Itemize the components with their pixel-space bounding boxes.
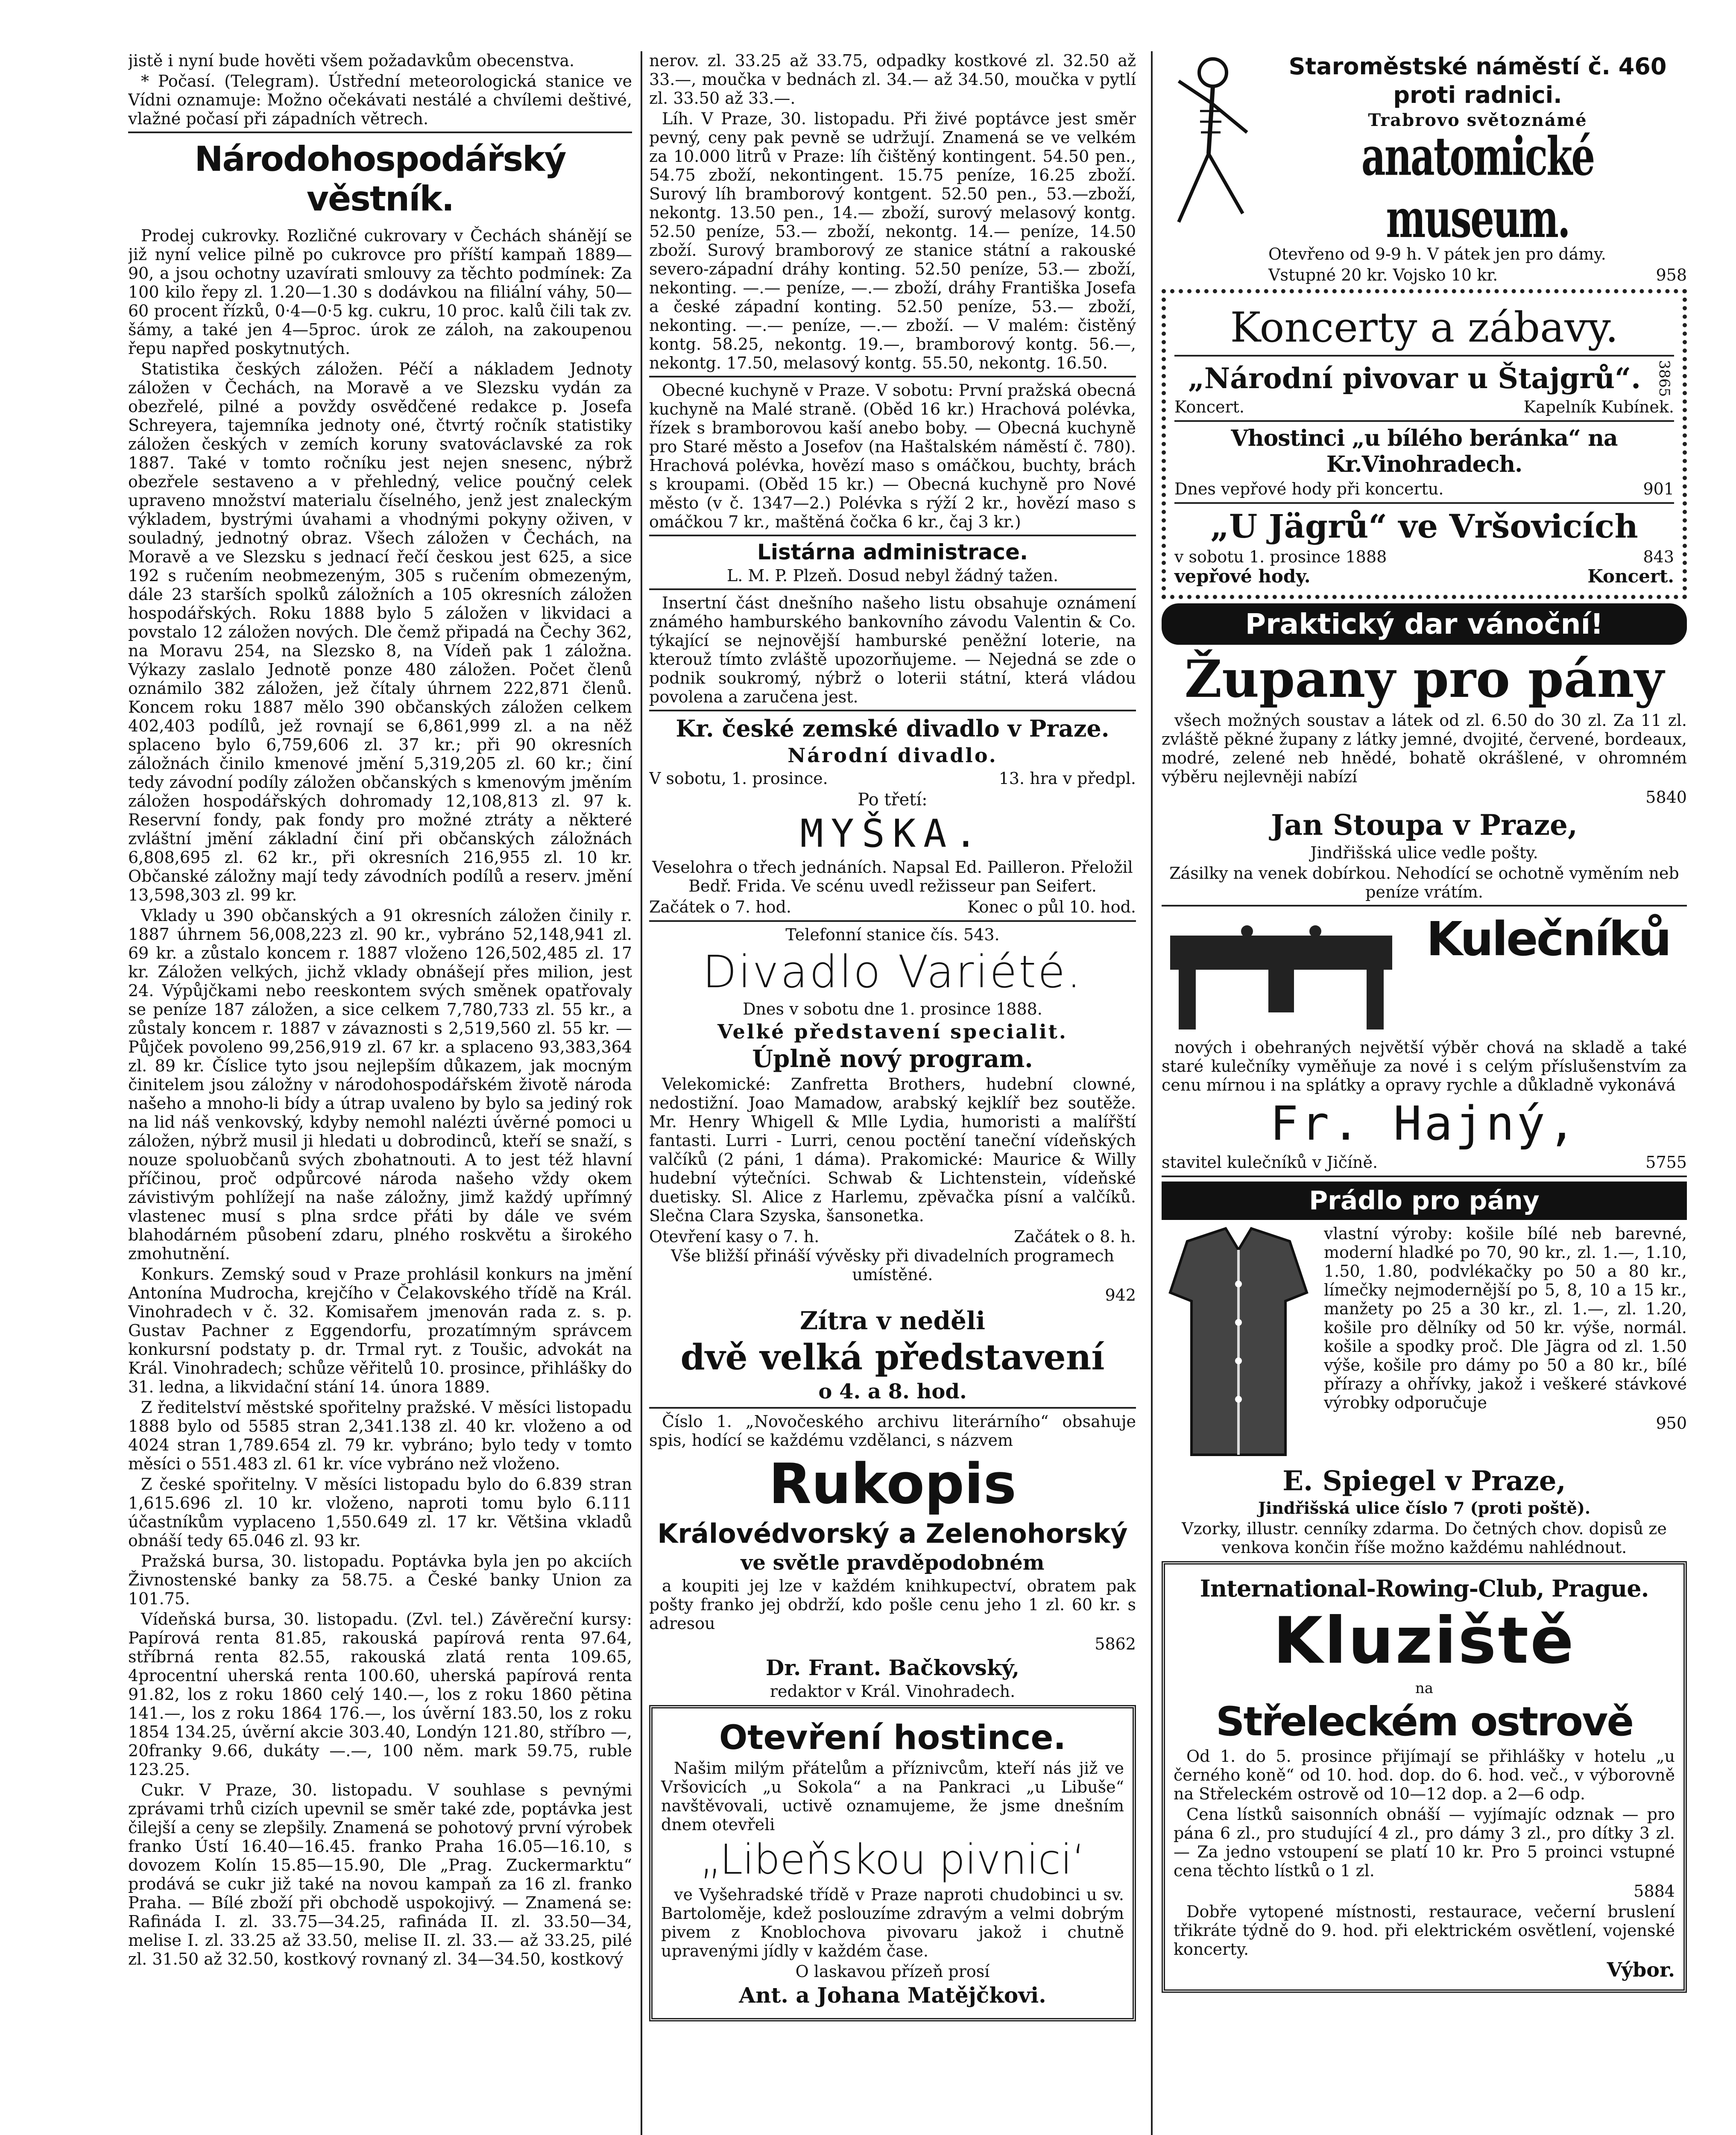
intro-text: jistě i nyní bude hověti všem požadavkům obecenstva. <box>128 51 575 70</box>
hostinec-sign: Ant. a Johana Matějčkovi. <box>739 1983 1046 2008</box>
billiard-ad <box>1162 910 1687 1038</box>
rukopis-title: Rukopis <box>769 1451 1016 1516</box>
article-paragraph: Vídeňská bursa, 30. listopadu. (Zvl. tel.) Závěreční kursy: Papírová renta 81.85, rakouská papírová renta 97.64, stříbrná renta 82.55, rakouská zlatá renta 109.65, 4procentní uherská renta 100.60, uherská papírová renta 91.82, los z roku 1860 celý 140.—, los z roku 1860 pětina 141.—, los z roku 1864 176.—, los úvěrní 183.50, los z roku 1854 134.25, úvěrní akcie 303.40, Londýn 121.80, stříbro —, 20franky 9.66, dukáty —.—, 100 něm. mark 59.75, ruble 123.25. <box>128 1610 632 1779</box>
variete-new: Úplně nový program. <box>752 1045 1033 1073</box>
anat-price-row <box>1268 265 1687 285</box>
variete-title: Divadlo Variété. <box>702 946 1083 998</box>
hajny-title: Fr. Hajný, <box>1270 1096 1579 1151</box>
divider <box>649 376 1136 377</box>
hostinec-text2: ve Vyšehradské třídě v Praze naproti chudobinci u sv. Bartoloměje, kdež poslouzíme zdravým a velmi dobrým pivem z Knoblochova pivovaru jakož i chutně upravenými jídly v každém čase. <box>661 1885 1124 1960</box>
market-paragraph: nerov. zl. 33.25 až 33.75, odpadky kostkové zl. 32.50 až 33.—, moučka v bednách zl. 34.— až 34.50, moučka v pytlí zl. 33.50 až 33.—. <box>649 51 1136 108</box>
divider <box>1162 1176 1687 1177</box>
column-rule <box>1151 51 1153 2135</box>
section-title: Národohospodářský věstník. <box>194 139 566 219</box>
pradlo-ad <box>1162 1224 1687 1463</box>
author-name: Dr. Frant. Bačkovský, <box>765 1655 1020 1680</box>
zitra-text: Zítra v neděli <box>800 1306 985 1335</box>
column-left <box>128 51 632 2135</box>
column-middle <box>649 51 1136 2135</box>
divider <box>1174 420 1674 422</box>
pradlo-banner: Prádlo pro pány <box>1162 1182 1687 1220</box>
pivnice-title: „Libeňskou pivnici‘ <box>700 1836 1085 1883</box>
kulecniku-text: nových i obehraných největší výběr chová na skladě a také staré kulečníky vyměňuje za nové i s celým příslušenstvím za cenu mírnou i na splátky a opravy rychle a důkladně vykonává <box>1162 1038 1687 1094</box>
club-p2: Cena lístků saisonních obnáší — vyjímajíc odznak — pro pána 6 zl., pro studující 4 zl., pro dámy 3 zl., pro dítky 3 zl. — Za jedno vstoupení se platí 10 kr. Pro 5 proinci vstupné cena těchto lístků o 1 zl. <box>1174 1805 1675 1880</box>
kulecniku-title: Kulečníků <box>1426 911 1670 966</box>
pivovar-title: „Národní pivovar u Štajgrů“. <box>1188 362 1641 395</box>
variete-big: Velké představení specialit. <box>717 1020 1068 1043</box>
theatre-date: V sobotu, 1. prosince. <box>649 769 828 788</box>
jagru-date-row <box>1174 547 1674 567</box>
dve-time: o 4. a 8. hod. <box>818 1380 967 1404</box>
anat-line2: proti radnici. <box>1393 82 1562 108</box>
kralove-title: Královédvorský a Zelenohorský <box>657 1518 1128 1549</box>
column-right <box>1162 51 1687 2135</box>
hostinec-title: Otevření hostince. <box>719 1719 1066 1757</box>
theatre-title: Kr. české zemské divadlo v Praze. <box>676 715 1110 742</box>
jagru-num: 843 <box>1643 547 1674 566</box>
anat-hours: Otevřeno od 9-9 h. V pátek jen pro dámy. <box>1268 245 1606 263</box>
zupany-num: 5840 <box>1645 787 1687 807</box>
variete-start: Začátek o 8. h. <box>1014 1227 1136 1246</box>
divider <box>649 1407 1136 1409</box>
article-paragraph: Vklady u 390 občanských a 91 okresních záložen činily r. 1887 úhrnem 56,008,223 zl. 90 kr., vybráno 52,148,941 zl. 69 kr. a zůstalo koncem r. 1887 vloženo 126,502,485 zl. 17 kr. Záložen velkých, jichž vklady obnášejí přes milion, jest 24. Výpůjčkami nebo reeskontem svých směnek opatřovaly se peníze 187 záložen, a sice celkem 7,780,733 zl. 55 kr., a zůstaly koncem r. 1887 v závaznosti s 2,519,560 zl. 55 kr. — Půjček povoleno 99,256,919 zl. 67 kr. a splaceno 93,383,364 zl. 89 kr. Číslice tyto jsou nejlepším důkazem, jak mocným činitelem jsou záložny v národohospodářském životě národa našeho a mnoho-li bídy a útrap uvaleno by bylo sa jediný rok na lid náš venkovský, kdyby nemohl nalézti úvěrné pomoci u záložen, nýbrž musil ji hledati u dobrodinců, kteří se snaží, s nouze spoluobčanů svých zbohatnouti. A to jest též hlavní příčinou, proč odpůrcové národa našeho vždy okem závistivým pohlížejí na naše záložny, jimž každý upřímný vlastenec musí s plna srdce přáti by dále ve svém blahodárném působení zdaru, plného roskvětu a širokého zmohutnění. <box>128 906 632 1263</box>
divider <box>1162 905 1687 907</box>
zupany-title: Župany pro pány <box>1184 649 1664 709</box>
theatre-desc: Veselohra o třech jednáních. Napsal Ed. Pailleron. Přeložil Bedř. Frida. Ve scénu uvedl režisseur pan Seifert. <box>652 858 1133 895</box>
billiard-table-icon <box>1162 910 1401 1038</box>
anatomic-museum-ad <box>1162 51 1687 285</box>
spiegel-addr: Jindřišská ulice číslo 7 (proti poště). <box>1258 1498 1591 1518</box>
theatre-time-row <box>649 897 1136 917</box>
christmas-banner: Praktický dar vánoční! <box>1162 603 1687 645</box>
article-paragraph: Pražská bursa, 30. listopadu. Poptávka byla jen po akciích Živnostenské banky za 58.75. a České banky Union za 101.75. <box>128 1552 632 1608</box>
pradlo-num: 950 <box>1656 1413 1687 1433</box>
variete-num: 942 <box>1105 1286 1136 1304</box>
hostinec-text: Našim milým přátelům a příznivcům, kteří nás již ve Vršovicích „u Sokola“ a na Pankraci „u Libuše“ navštěvovali, uctivě oznamujeme, že jsme dnešním dnem otevřeli <box>661 1759 1124 1834</box>
rowing-club-ad <box>1162 1561 1687 1993</box>
pivovar-num: 3865 <box>1656 360 1673 397</box>
jagru-title: „U Jägrů“ ve Vršovicích <box>1210 507 1638 545</box>
theatre-date-row <box>649 769 1136 788</box>
kluziste-title: Kluziště <box>1273 1603 1575 1678</box>
dve-predstaveni: dvě velká představení <box>680 1337 1105 1378</box>
phone-number: Telefonní stanice čís. 543. <box>785 925 1000 944</box>
beranek-num: 901 <box>1643 479 1674 498</box>
beranek-title: Vhostinci „u bílého beránka“ na Kr.Vinohradech. <box>1231 425 1618 477</box>
beranek-row <box>1174 479 1674 499</box>
beranek-sub: Dnes vepřové hody při koncertu. <box>1174 479 1444 498</box>
variete-kasa: Otevření kasy o 7. h. <box>649 1227 820 1246</box>
variete-date: Dnes v sobotu dne 1. prosince 1888. <box>743 1000 1042 1018</box>
pradlo-text: vlastní výroby: košile bílé neb barevné, moderní hladké po 70, 90 kr., zl. 1.—, 1.10, 1.50, 1.80, podvlékačky po 50 a 80 kr., límečky nejmodernější po 5, 8, 10 a 15 kr., manžety po 25 a 30 kr., zl. 1.—, zl. 1.20, košile pro dělníky od 50 kr. výše, normál. košile a spodky proč. Dle Jägra od zl. 1.50 výše, košile pro dámy po 50 a 80 kr., bílé přírazy a ohřívky, jakož i veškeré stávkové výrobky odporučuje <box>1324 1224 1687 1412</box>
stoupa-addr: Jindřišská ulice vedle pošty. <box>1310 843 1538 862</box>
divider <box>649 535 1136 536</box>
variete-time-row <box>649 1227 1136 1246</box>
club-name: International-Rowing-Club, Prague. <box>1200 1574 1649 1602</box>
rukopis-num: 5862 <box>1095 1635 1136 1653</box>
hostinec-pros: O laskavou přízeň prosí <box>795 1962 990 1981</box>
stoupa-title: Jan Stoupa v Praze, <box>1271 808 1578 842</box>
weather-report: * Počasí. (Telegram). Ústřední meteorologická stanice ve Vídni oznamuje: Možno očekávati nestálé a chvílemi deštivé, vlažné počasí při západních větrech. <box>128 72 632 128</box>
pivovar-left: Koncert. <box>1174 397 1245 416</box>
article-paragraph: Cukr. V Praze, 30. listopadu. V souhlase s pevnými zprávami trhů cizích upevnil se směr také zde, poptávka jest čilejší a ceny se zlepšily. Znamená se pohotový první výrobek franko Ústí 16.40—16.45. franko Praha 16.05—16.10, s dovozem Kolín 15.85—15.90, Dle „Prag. Zuckermarktu“ prodává se cukr již také na novou kampaň za 16 zl. franko Praha. — Bílé zboží při obchodě uspokojivý. — Znamená se: Rafináda I. zl. 33.75—34.25, rafináda II. zl. 33.50—34, melise I. zl. 33.25 až 33.50, melise II. zl. 33.— až 33.25, pilé zl. 31.50 až 32.50, kostkový rovnaný zl. 34—34.50, kostkový <box>128 1781 632 1968</box>
divider <box>128 132 632 133</box>
archiv-text: Číslo 1. „Novočeského archivu literárního“ obsahuje spis, hodící se každému vzdělanci, s názvem <box>649 1412 1136 1450</box>
divider <box>649 588 1136 590</box>
column-rule <box>641 51 642 2135</box>
kitchen-notice: Obecné kuchyně v Praze. V sobotu: První pražská obecná kuchyně na Malé straně. (Oběd 16 kr.) Hrachová polévka, řízek s bramborovou kaší anebo boby. — Obecná kuchyně pro Staré město a Josefov (na Haštalském náměstí č. 780). Hrachová polévka, hovězí maso s omáčkou, buchty, brách s kroupami. (Oběd 15 kr.) — Obecná kuchyně pro Nové město (v č. 1347—2.) Polévka s rýží 2 kr., hovězí maso s omáčkou 7 kr., maštěná čočka 6 kr., čaj 3 kr.) <box>649 381 1136 531</box>
jagru-bottom-row <box>1174 567 1674 586</box>
svetle-text: ve světle pravděpodobném <box>741 1551 1045 1575</box>
article-paragraph: Z ředitelství městské spořitelny pražské. V měsíci listopadu 1888 bylo od 5585 stran 2,341.138 zl. 40 kr. vloženo a od 4024 stran 1,789.654 zl. 79 kr. vybráno; bylo tedy v tomto měsíci o 551.483 zl. 61 kr. více vybráno než vloženo. <box>128 1398 632 1473</box>
article-paragraph: Statistika českých záložen. Péčí a nákladem Jednoty záložen v Čechách, na Moravě a ve Slezsku vydán za obezřelé, pilné a povždy osvědčené redakce p. Josefa Schreyera, tajemníka jednoty oné, čtvrtý ročník statistiky záložen českých v zemích koruny svatováclavské za rok 1887. Také v tomto ročníku jest nejen snesenc, nýbrž obezřele sestaveno a v přehledný, velice poučný celek upraveno množství materialu číselného, jenž jest znaleckým výkladem, bystrými úvahami a vhodnými pokyny oživen, v souladný, jednotný obraz. Všech záložen v Čechách, na Moravě a ve Slezsku s jednací řečí českou jest 625, a sice 192 s ručením neobmezeným, 305 s ručením obmezeným, dále 23 starších spolků záložních a 105 okresních záložen hospodářských. Roku 1888 bylo 5 záložen v likvidaci a povstalo 12 záložen nových. Dle čemž připadá na Čechy 362, na Moravu 254, na Slezsko 8, na Vídeň pak 1 záložna. Výkazy zaslalo Jednotě ponze 480 záložen. Počet členů oznámilo 382 záložen, jež čítaly úhrnem 222,871 členů. Koncem roku 1887 mělo 390 občanských záložen celkem 402,403 podílů, jež rovnají se 6,861,999 zl. a na něž splaceno bylo 6,759,606 zl. 37 kr.; při 90 okresních záložnách činilo kmenové jmění 5,319,205 zl. 60 kr.; činí tedy závodní podíly záložen občanských s kmenovým jměním záložen hospodářských dohromady 12,108,813 zl. 97 k. Reservní fondy, pak fondy pro možné ztráty a některé zvláštní jmění základní činí při občanských záložnách 6,808,695 zl. 62 kr., při okresních 216,955 zl. 10 kr. Občanské záložny mají tedy závodních podílů a reserv. jmění 13,598,303 zl. 99 kr. <box>128 360 632 904</box>
divider <box>1174 502 1674 504</box>
theatre-start: Začátek o 7. hod. <box>649 898 791 916</box>
insert-notice: Insertní část dnešního našeho listu obsahuje oznámení známého hamburského bankovního závodu Valentin & Co. týkající se nejnovější hamburské peněžní loterie, na kterouž tímto zvláště upozorňujeme. — Nejedná se zde o podnik soukromý, nýbrž o loterii státní, která vládou povolena a zaručena jest. <box>649 594 1136 706</box>
hostinec-ad <box>649 1705 1136 2021</box>
market-paragraph: Líh. V Praze, 30. listopadu. Při živé poptávce jest směr pevný, ceny pak pevně se udržují. Znamená se ve velkém za 10.000 litrů v Praze: líh čištěný kontingent. 54.50 pen., 54.75 zboží, nekontingent. 15.75 peníze, 16.25 zboží. Surový líh bramborový kontgent. 52.50 pen., 53.—zboží, nekontg. 13.50 pen., 14.— zboží, surový melasový kontg. 52.50 peníze, 53.— zboží, nekontg. 14.— peníze, 14.50 zboží. Surový bramborový ze stanice státní a rakouské severo-západní dráhy konting. 52.50 peníze, 53.— zboží, nekonting. —.— peníze, —.— zboží, dráhy Františka Josefa a české západní konting. 52.50 peníze, 53.— zboží, nekonting. —.— peníze, —.— zboží. — V malém: čistěný kontg. 58.25, nekontg. 19.—, bramborový kontg. 56.—, nekontg. 17.50, melasový kontg. 55.50, nekontg. 16.50. <box>649 109 1136 372</box>
article-paragraph: Z české spořitelny. V měsíci listopadu bylo do 6.839 stran 1,615.696 zl. 10 kr. vloženo, naproti tomu bylo 6.111 účastníkům vyplaceno 1,550.649 zl. 17 kr. Většina vkladů obnáší tedy 65.046 zl. 93 kr. <box>128 1475 632 1550</box>
hajny-num: 5755 <box>1645 1152 1687 1172</box>
strelecky-title: Střeleckém ostrově <box>1215 1698 1633 1745</box>
rukopis-text: a koupiti jej lze v každém knihkupectví, obratem pak pošty franko jej obdrží, kdo pošle cenu jeho 1 zl. 60 kr. s adresou <box>649 1576 1136 1633</box>
anat-num: 958 <box>1656 266 1687 284</box>
listarna-text: L. M. P. Plzeň. Dosud nebyl žádný tažen. <box>726 566 1059 585</box>
jagru-date: v sobotu 1. prosince 1888 <box>1174 547 1387 566</box>
zupany-text: všech možných soustav a látek od zl. 6.50 do 30 zl. Za 11 zl. zvláště pěkné župany z látky jemné, dvojité, červené, bordeaux, modré, zelené neb hnědé, bohatě okrášlené, v ohromném výběru nejlevněji nabízí <box>1162 711 1687 786</box>
concerts-box <box>1162 289 1687 599</box>
pivovar-info-row <box>1174 397 1674 417</box>
jagru-right: Koncert. <box>1587 565 1674 587</box>
stoupa-text: Zásilky na venek dobírkou. Nehodící se ochotně vyměním neb peníze vrátím. <box>1169 863 1679 901</box>
divider <box>649 920 1136 922</box>
author-sub: redaktor v Král. Vinohradech. <box>770 1682 1016 1701</box>
club-p1: Od 1. do 5. prosince přijímají se přihlášky v hotelu „u černého koně“ od 10. hod. dop. do 6. hod. več., v výborovně na Střeleckém ostrově od 10—12 dop. a 2—6 odp. <box>1174 1746 1675 1803</box>
club-sign: Výbor. <box>1607 1958 1675 1981</box>
divider <box>1174 355 1674 357</box>
club-num: 5884 <box>1634 1881 1675 1901</box>
shirt-icon <box>1162 1224 1315 1463</box>
theatre-end: Konec o půl 10. hod. <box>967 898 1136 916</box>
divider <box>649 710 1136 711</box>
anat-line3: Trabrovo světoznámé <box>1368 110 1587 130</box>
pivovar-right: Kapelník Kubínek. <box>1523 397 1674 416</box>
skeleton-icon <box>1162 51 1260 231</box>
article-paragraph: Prodej cukrovky. Rozličné cukrovary v Čechách shánějí se již nyní velice pilně po cukrovce pro příští kampaň 1889—90, a jsou ochotny uzavírati smlouvy za těchto podmínek: Za 100 kilo řepy zl. 1.20—1.30 s dodávkou na filiální váhy, 50—60 procent řízků, 0·4—0·5 kg. cukru, 10 proc. kalů čili tak zv. šámy, a také jen 4—5proc. úrok ze záloh, na zakoupenou řepu napřed poskytnutých. <box>128 226 632 358</box>
anat-price: Vstupné 20 kr. Vojsko 10 kr. <box>1268 266 1498 284</box>
hajny-sub: stavitel kulečníků v Jičíně. <box>1162 1152 1378 1172</box>
article-paragraph: Konkurs. Zemský soud v Praze prohlásil konkurs na jmění Antonína Mudrocha, krejčího v Čelakovského třídě na Král. Vinohradech v č. 32. Komisařem jmenován rada z. s. p. Gustav Pachner z Eggendorfu, prozatímným správcem konkursní podstaty p. dr. Trmal ryt. z Toušic, advokát na Král. Vinohradech; schůze věřitelů 10. prosince, přihlášky do 31. ledna, a likvidační stání 14. února 1889. <box>128 1265 632 1396</box>
theatre-subtitle: Národní divadlo. <box>787 744 998 767</box>
na-text: na <box>1415 1679 1434 1697</box>
listarna-title: Listárna administrace. <box>757 540 1028 564</box>
spiegel-title: E. Spiegel v Praze, <box>1282 1465 1566 1497</box>
anat-line1: Staroměstské náměstí č. 460 <box>1288 53 1667 80</box>
hajny-row <box>1162 1152 1687 1172</box>
theatre-third: Po třetí: <box>858 790 928 810</box>
club-p3: Dobře vytopené místnosti, restaurace, večerní bruslení třikráte týdně do 9. hod. při elektrickém osvětlení, vojenské koncerty. <box>1174 1902 1675 1959</box>
theatre-play-title: MYŠKA. <box>800 811 985 856</box>
anat-title: anatomické museum. <box>1361 125 1594 250</box>
koncerty-title: Koncerty a zábavy. <box>1230 304 1619 351</box>
spiegel-text: Vzorky, illustr. cenníky zdarma. Do četných chov. dopisů ze venkova končin říše možno každému nahlédnout. <box>1182 1519 1667 1557</box>
theatre-show: 13. hra v předpl. <box>998 769 1136 788</box>
jagru-left: vepřové hody. <box>1174 565 1311 587</box>
variete-more: Vše bližší přináší vývěsky při divadelních programech umístěné. <box>671 1246 1114 1284</box>
variete-program: Velekomické: Zanfretta Brothers, hudební clowné, nedostižní. Joao Mamadow, arabský kejklíř bez soutěže. Mr. Henry Whigell & Mlle Lydia, humoristi a malířští fantasti. Lurri - Lurri, cenou poctění taneční vídeňských valčíků (2 páni, 1 dáma). Prakomické: Maurice & Willy hudební výtečníci. Schwab & Lichtenstein, vídeňské duetisky. Sl. Alice z Harlemu, zpěvačka písní a valčíků. Slečna Clara Szyska, šansonetka. <box>649 1075 1136 1225</box>
pivovar-row <box>1174 360 1674 397</box>
